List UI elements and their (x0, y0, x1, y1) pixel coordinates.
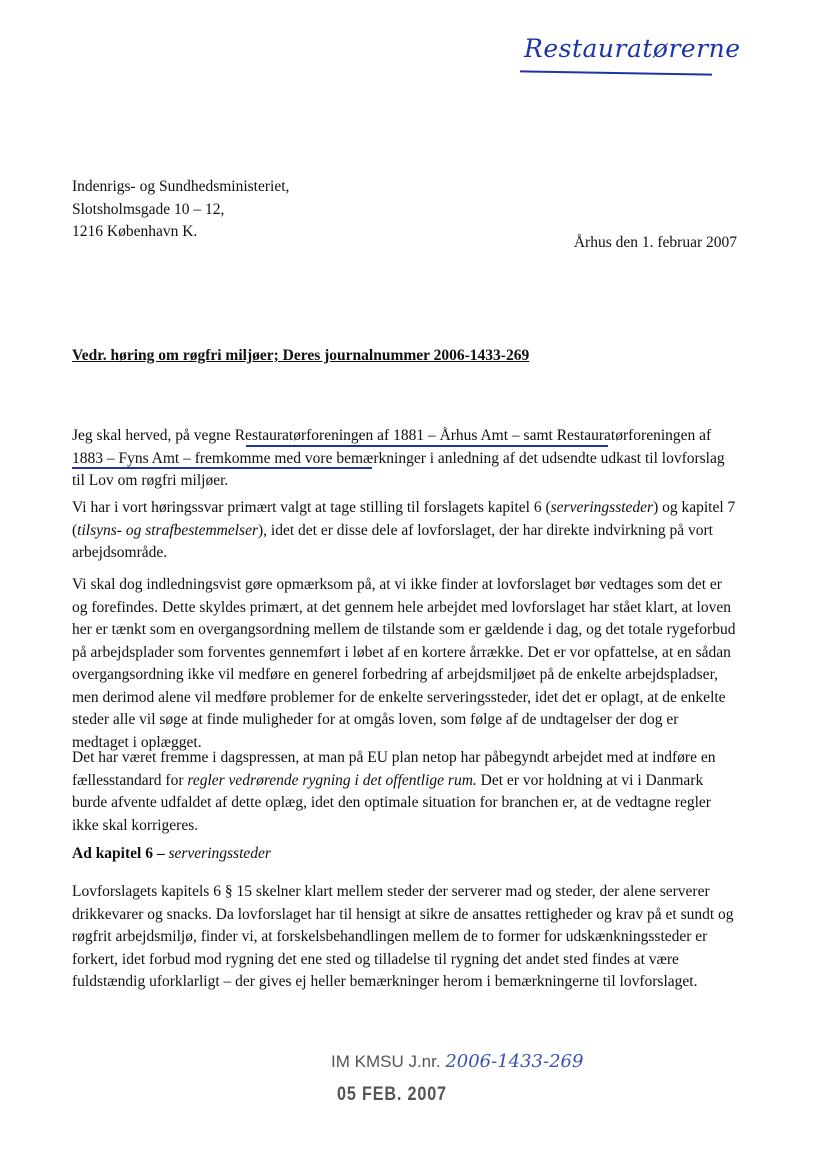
letter-date: Århus den 1. februar 2007 (573, 234, 737, 251)
paragraph-intro (72, 425, 738, 493)
handwritten-underline (520, 70, 712, 75)
stamp-label: IM KMSU J.nr. (331, 1052, 441, 1071)
p4-text-a: Det har været fremme i dagspressen, at man på EU plan netop har påbegyndt arbejdet med at indføre en fællesstandard for (72, 749, 716, 789)
recipient-line-1: Indenrigs- og Sundhedsministeriet, (72, 178, 290, 195)
recipient-line-3: 1216 København K. (72, 223, 198, 240)
section-heading-italic: serveringssteder (168, 845, 271, 862)
p2-text-a: Vi har i vort høringssvar primært valgt at tage stilling til forslagets kapitel 6 ( (72, 499, 551, 516)
recipient-line-2: Slotsholmsgade 10 – 12, (72, 200, 225, 218)
p4-text-c: Det er vor holdning at vi i Danmark burde afvente udfaldet af dette oplæg, idet den optimale situation for branchen er, at de vedtagne regler ikke skal korrigeres. (72, 771, 711, 834)
p2-text-e: ), idet det er disse dele af lovforslaget, der har direkte indvirkning på vort arbejdsområde. (72, 521, 713, 561)
stamp-date: 05 FEB. 2007 (337, 1084, 447, 1105)
section-heading-chapter-6 (72, 843, 271, 866)
section-heading-bold: Ad kapitel 6 – (72, 845, 169, 862)
paragraph-scope (72, 497, 738, 565)
paragraph-eu (72, 747, 738, 837)
paragraph-chapter-6: Lovforslagets kapitels 6 § 15 skelner klart mellem steder der serverer mad og steder, der alene serverer drikkevarer og snacks. Da lovforslaget har til hensigt at sikre de ansattes rettigheder og krav på et sundt og røgfrit arbejdsmiljø, finder vi, at forskelsbehandlingen mellem de to former for udskænkningssteder er forkert, idet forbud mod rygning det ene sted og tilladelse til rygning det andet sted findes at være fuldstændig uforklarligt – der gives ej heller bemærkninger herom i bemærkningerne til lovforslaget. (72, 883, 734, 990)
receipt-stamp (331, 1051, 583, 1074)
subject-line: Vedr. høring om røgfri miljøer; Deres journalnummer 2006-1433-269 (72, 347, 530, 364)
p2-italic-d: tilsyns- og strafbestemmelser (77, 521, 258, 539)
p1-text-c: fremkomme med vore bemærkninger i anledning af det udsendte udkast til lovforslag til Lov om røgfri miljøer. (72, 449, 725, 489)
p4-italic-b: regler vedrørende rygning i det offentlige rum. (187, 771, 477, 789)
p1-text-a: Jeg skal herved, på vegne (72, 427, 235, 444)
hand-underline-1 (246, 445, 608, 447)
recipient-address (72, 176, 432, 244)
p2-italic-b: serveringssteder (550, 499, 654, 516)
hand-underline-2 (72, 467, 372, 469)
p2-text-c: ) og kapitel 7 ( (72, 499, 736, 539)
handwritten-note: Restauratørerne (524, 34, 741, 63)
stamp-handwritten-number: 2006-1433-269 (445, 1051, 584, 1072)
paragraph-objection: Vi skal dog indledningsvist gøre opmærksom på, at vi ikke finder at lovforslaget bør vedtages som det er og forefindes. Dette skyldes primært, at det gennem hele arbejdet med lovforslaget har stået klart, at loven her er tænkt som en overgangsordning mellem de tilstande som er gældende i dag, og det totale rygeforbud på arbejdsplader som forventes gennemført i løbet af en kortere årrække. Det er vor opfattelse, at en sådan overgangsordning ikke vil medføre en generel forbedring af arbejdsmiljøet på de enkelte arbejdspladser, men derimod alene vil medføre problemer for de enkelte serveringssteder, idet det er oplagt, at de enkelte steder alle vil søge at finde muligheder for at omgås loven, som følge af de undtagelser der dog er medtaget i oplægget. (72, 576, 736, 751)
p1-organisations: Restauratørforeningen af 1881 – Århus Amt – samt Restauratørforeningen af 1883 – Fyns Amt – (72, 427, 712, 467)
